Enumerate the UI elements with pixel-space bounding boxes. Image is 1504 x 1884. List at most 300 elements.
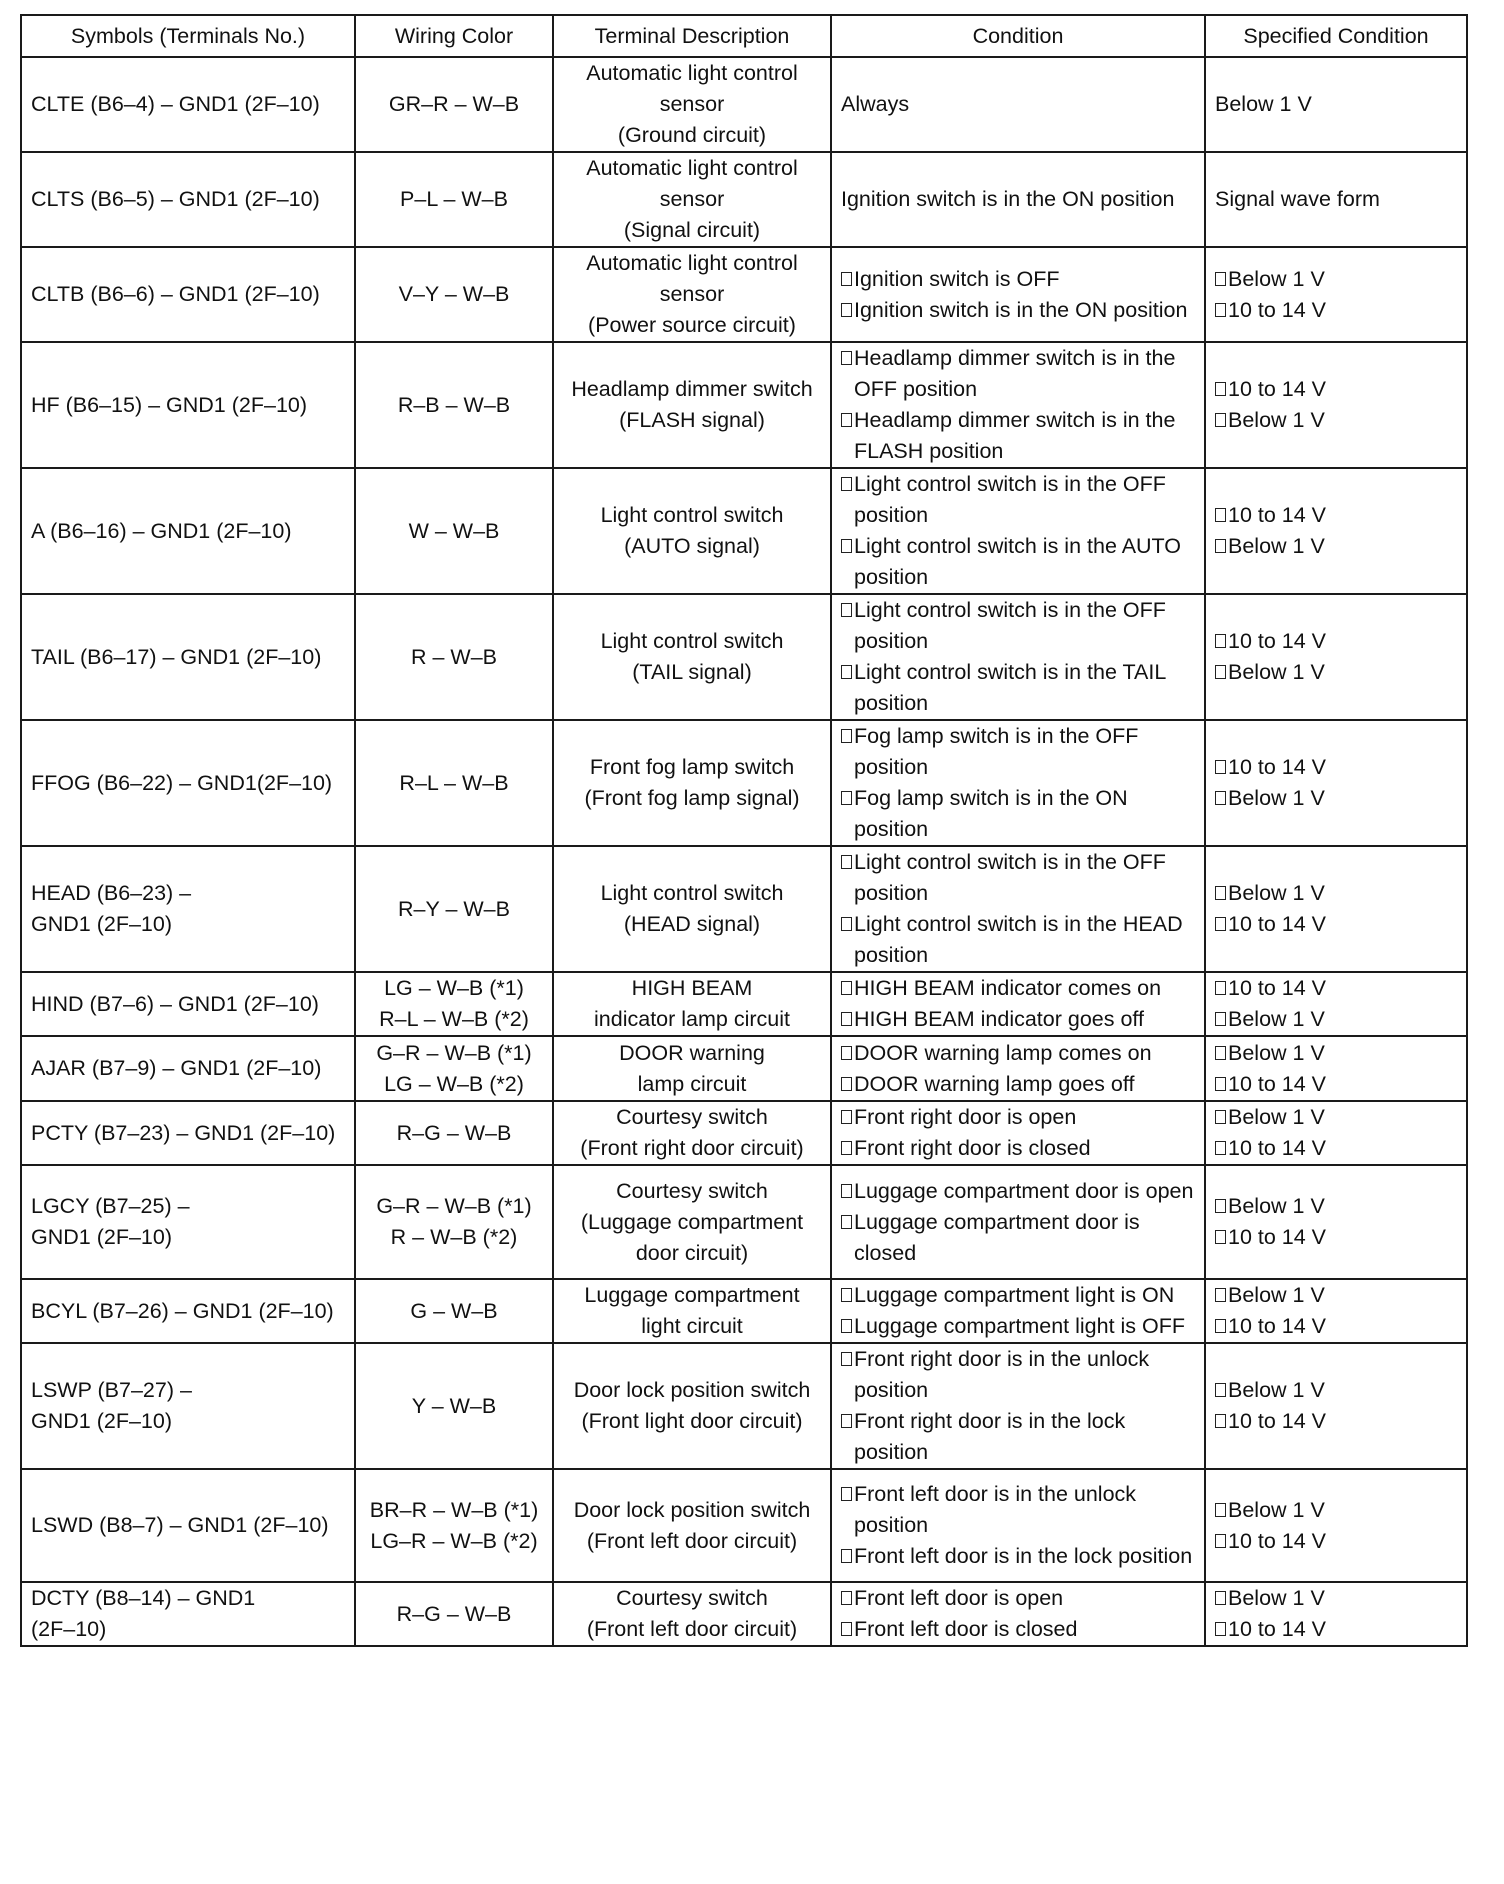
description-text: DOOR warning [619, 1040, 765, 1065]
condition-item-text: Fog lamp switch is in the OFF position [854, 724, 1139, 779]
specified-item [1215, 1583, 1457, 1614]
specified-condition-cell [1205, 152, 1467, 247]
wiring-text: R–B – W–B [397, 392, 511, 417]
checkbox-square-icon [841, 1110, 852, 1124]
terminal-description-cell [553, 57, 831, 152]
specified-item [1215, 1191, 1457, 1222]
description-text: (Power source circuit) [588, 313, 796, 337]
checkbox-square-icon [1215, 886, 1226, 900]
description-text: (AUTO signal) [624, 534, 760, 558]
checkbox-square-icon [841, 539, 852, 553]
condition-cell [831, 342, 1205, 468]
description-text: (Front left door circuit) [586, 1617, 798, 1641]
table-row [21, 1343, 1467, 1469]
description-text: Courtesy switch [616, 1586, 768, 1610]
terminal-description-cell [553, 846, 831, 972]
description-text: sensor [659, 92, 725, 116]
condition-cell [831, 720, 1205, 846]
specified-item-text: 10 to 14 V [1228, 629, 1327, 653]
condition-cell [831, 57, 1205, 152]
checkbox-square-icon [1215, 1230, 1226, 1244]
checkbox-square-icon [1215, 1288, 1226, 1302]
condition-item [841, 1541, 1195, 1572]
specified-item [1215, 1222, 1457, 1253]
wiring-color-cell [355, 594, 553, 720]
condition-item [841, 264, 1195, 295]
description-text: (Signal circuit) [623, 218, 761, 242]
wiring-text: Y – W–B [411, 1393, 497, 1418]
specified-item-text: 10 to 14 V [1228, 912, 1327, 936]
specified-item-text: 10 to 14 V [1228, 503, 1327, 527]
checkbox-square-icon [1215, 1141, 1226, 1155]
checkbox-square-icon [841, 1288, 852, 1302]
specified-condition-cell [1205, 1279, 1467, 1343]
symbol-text: HF (B6–15) – GND1 (2F–10) [31, 392, 308, 417]
table-row [21, 972, 1467, 1036]
table-row [21, 1582, 1467, 1646]
specified-item [1215, 264, 1457, 295]
checkbox-square-icon [841, 1012, 852, 1026]
checkbox-square-icon [1215, 508, 1226, 522]
terminal-description-cell [553, 1036, 831, 1101]
description-text: sensor [659, 282, 725, 306]
wiring-color-cell [355, 846, 553, 972]
checkbox-square-icon [1215, 1414, 1226, 1428]
terminal-description-cell [553, 1279, 831, 1343]
condition-item-text: DOOR warning lamp goes off [854, 1071, 1135, 1096]
specified-item [1215, 909, 1457, 940]
checkbox-square-icon [841, 917, 852, 931]
wiring-color-cell [355, 1343, 553, 1469]
specified-item-text: 10 to 14 V [1228, 1409, 1327, 1433]
condition-item [841, 783, 1195, 845]
condition-item-text: Light control switch is in the OFF position [854, 598, 1166, 653]
specified-condition-cell [1205, 468, 1467, 594]
checkbox-square-icon [1215, 917, 1226, 931]
condition-item [841, 343, 1195, 405]
checkbox-square-icon [1215, 1503, 1226, 1517]
condition-item-text: Light control switch is in the TAIL position [854, 660, 1166, 715]
specified-item-text: 10 to 14 V [1228, 297, 1327, 322]
specified-item [1215, 531, 1457, 562]
description-text: Light control switch [600, 503, 784, 527]
checkbox-square-icon [841, 1184, 852, 1198]
condition-item-text: Fog lamp switch is in the ON position [854, 786, 1128, 841]
condition-cell [831, 247, 1205, 342]
wiring-text: R – W–B (*2) [390, 1225, 518, 1249]
symbol-text: LSWD (B8–7) – GND1 (2F–10) [31, 1513, 329, 1537]
condition-item [841, 1038, 1195, 1069]
specified-item-text: 10 to 14 V [1228, 1528, 1327, 1553]
wiring-color-cell [355, 1036, 553, 1101]
checkbox-square-icon [1215, 382, 1226, 396]
checkbox-square-icon [841, 603, 852, 617]
checkbox-square-icon [841, 477, 852, 491]
table-row [21, 720, 1467, 846]
checkbox-square-icon [841, 855, 852, 869]
checkbox-square-icon [841, 1352, 852, 1366]
specified-item-text: Below 1 V [1228, 266, 1325, 291]
description-text: (HEAD signal) [623, 912, 761, 936]
wiring-text: R–L – W–B (*2) [379, 1007, 529, 1031]
condition-item [841, 1207, 1195, 1269]
condition-item [841, 595, 1195, 657]
specified-item-text: Below 1 V [1228, 1586, 1325, 1610]
symbols-cell [21, 468, 355, 594]
condition-item-text: Luggage compartment door is closed [854, 1209, 1140, 1265]
specified-item [1215, 1311, 1457, 1342]
terminal-description-cell [553, 247, 831, 342]
symbol-text: AJAR (B7–9) – GND1 (2F–10) [31, 1056, 322, 1080]
condition-item [841, 909, 1195, 971]
condition-item [841, 1344, 1195, 1406]
specified-item [1215, 295, 1457, 326]
specified-item-text: 10 to 14 V [1228, 1136, 1327, 1160]
symbols-cell [21, 1469, 355, 1582]
specified-item-text: Below 1 V [1228, 408, 1325, 432]
specified-item-text: 10 to 14 V [1228, 755, 1327, 779]
specified-condition-cell [1205, 846, 1467, 972]
condition-item-text: Front left door is in the lock position [854, 1544, 1193, 1568]
terminal-description-cell [553, 1101, 831, 1165]
wiring-text: LG – W–B (*1) [384, 976, 524, 1000]
symbols-cell [21, 1036, 355, 1101]
checkbox-square-icon [1215, 539, 1226, 553]
specified-item-text: 10 to 14 V [1228, 377, 1327, 401]
symbol-text: FFOG (B6–22) – GND1(2F–10) [31, 770, 333, 795]
condition-text: Always [841, 92, 910, 116]
checkbox-square-icon [1215, 665, 1226, 679]
wiring-color-cell [355, 972, 553, 1036]
checkbox-square-icon [841, 1622, 852, 1636]
specified-item-text: Below 1 V [1228, 1283, 1325, 1307]
description-text: Courtesy switch [616, 1105, 768, 1129]
specified-item-text: Below 1 V [1228, 1194, 1325, 1218]
description-text: Light control switch [600, 629, 784, 653]
condition-item-text: Light control switch is in the AUTO position [854, 534, 1182, 589]
condition-cell [831, 1343, 1205, 1469]
description-text: HIGH BEAM [631, 976, 753, 1000]
wiring-color-cell [355, 468, 553, 594]
specified-condition-cell [1205, 247, 1467, 342]
description-text: Automatic light control [586, 61, 798, 85]
condition-item-text: Ignition switch is in the ON position [854, 297, 1188, 322]
table-row [21, 594, 1467, 720]
table-row [21, 1279, 1467, 1343]
condition-cell [831, 846, 1205, 972]
condition-item-text: DOOR warning lamp comes on [854, 1040, 1152, 1065]
condition-item [841, 1406, 1195, 1468]
condition-item-text: Ignition switch is OFF [854, 266, 1060, 291]
table-row [21, 342, 1467, 468]
terminal-description-cell [553, 1469, 831, 1582]
symbol-text: GND1 (2F–10) [31, 1409, 172, 1433]
symbol-text: HEAD (B6–23) – [31, 881, 192, 905]
condition-item [841, 657, 1195, 719]
checkbox-square-icon [1215, 760, 1226, 774]
specified-item [1215, 626, 1457, 657]
wiring-text: R–L – W–B [399, 770, 509, 795]
specified-item-text: Below 1 V [1228, 881, 1325, 905]
header-wiring-color: Wiring Color [355, 15, 553, 57]
header-terminal-description: Terminal Description [553, 15, 831, 57]
condition-item [841, 1479, 1195, 1541]
terminal-description-cell [553, 972, 831, 1036]
specified-item [1215, 1614, 1457, 1645]
symbol-text: TAIL (B6–17) – GND1 (2F–10) [31, 644, 322, 669]
symbols-cell [21, 594, 355, 720]
condition-item-text: Luggage compartment light is OFF [854, 1314, 1186, 1338]
condition-item-text: HIGH BEAM indicator goes off [854, 1007, 1144, 1031]
checkbox-square-icon [841, 1215, 852, 1229]
spec-table-wrapper [20, 14, 1466, 1647]
symbol-text: BCYL (B7–26) – GND1 (2F–10) [31, 1298, 334, 1323]
checkbox-square-icon [841, 1414, 852, 1428]
wiring-color-cell [355, 152, 553, 247]
symbol-text: CLTB (B6–6) – GND1 (2F–10) [31, 282, 320, 306]
wiring-text: G–R – W–B (*1) [376, 1040, 532, 1065]
checkbox-square-icon [841, 1319, 852, 1333]
specified-item-text: Below 1 V [1228, 1040, 1325, 1065]
checkbox-square-icon [841, 1046, 852, 1060]
condition-item [841, 1069, 1195, 1100]
wiring-color-cell [355, 1582, 553, 1646]
specified-item [1215, 783, 1457, 814]
specified-item [1215, 878, 1457, 909]
specified-item-text: 10 to 14 V [1228, 976, 1327, 1000]
checkbox-square-icon [1215, 1077, 1226, 1091]
checkbox-square-icon [841, 1487, 852, 1501]
specified-item-text: Below 1 V [1228, 1105, 1325, 1129]
table-row [21, 1101, 1467, 1165]
specified-condition-cell [1205, 720, 1467, 846]
checkbox-square-icon [1215, 272, 1226, 286]
condition-item [841, 1583, 1195, 1614]
specified-item [1215, 1526, 1457, 1557]
checkbox-square-icon [841, 1549, 852, 1563]
description-text: (Front fog lamp signal) [584, 786, 800, 810]
condition-cell [831, 1101, 1205, 1165]
specified-condition-cell [1205, 342, 1467, 468]
specified-item-text: 10 to 14 V [1228, 1314, 1327, 1338]
symbols-cell [21, 720, 355, 846]
specified-item [1215, 657, 1457, 688]
symbol-text: HIND (B7–6) – GND1 (2F–10) [31, 991, 319, 1016]
condition-item-text: Luggage compartment door is open [854, 1178, 1194, 1203]
wiring-color-cell [355, 1469, 553, 1582]
checkbox-square-icon [1215, 1199, 1226, 1213]
description-text: sensor [659, 187, 725, 211]
specified-item [1215, 1280, 1457, 1311]
condition-item-text: Front right door is closed [854, 1136, 1091, 1160]
symbols-cell [21, 972, 355, 1036]
description-text: Automatic light control [586, 156, 798, 180]
symbol-text: CLTS (B6–5) – GND1 (2F–10) [31, 187, 320, 211]
symbol-text: LSWP (B7–27) – [31, 1378, 192, 1402]
description-text: Automatic light control [586, 251, 798, 275]
header-row [21, 15, 1467, 57]
condition-item [841, 1280, 1195, 1311]
checkbox-square-icon [841, 413, 852, 427]
table-row [21, 1165, 1467, 1279]
specified-condition-cell [1205, 594, 1467, 720]
checkbox-square-icon [841, 1591, 852, 1605]
condition-item-text: Front right door is in the lock position [854, 1409, 1126, 1464]
checkbox-square-icon [1215, 634, 1226, 648]
specified-condition-cell [1205, 1582, 1467, 1646]
wiring-text: R–G – W–B [396, 1601, 512, 1626]
specified-item [1215, 1375, 1457, 1406]
specified-item-text: Below 1 V [1228, 1378, 1325, 1402]
checkbox-square-icon [1215, 1012, 1226, 1026]
condition-item-text: Front left door is closed [854, 1617, 1078, 1641]
table-row [21, 152, 1467, 247]
condition-cell [831, 468, 1205, 594]
specified-condition-cell [1205, 1343, 1467, 1469]
condition-item-text: Light control switch is in the OFF position [854, 472, 1166, 527]
specified-item-text: 10 to 14 V [1228, 1225, 1327, 1249]
wiring-text: R–G – W–B [396, 1120, 512, 1145]
symbols-cell [21, 1343, 355, 1469]
wiring-text: BR–R – W–B (*1) [369, 1497, 539, 1522]
condition-text: Ignition switch is in the ON position [841, 187, 1175, 211]
specified-item [1215, 1004, 1457, 1035]
condition-cell [831, 1165, 1205, 1279]
condition-item-text: Headlamp dimmer switch is in the FLASH position [854, 408, 1176, 463]
description-text: light circuit [641, 1314, 743, 1338]
condition-item [841, 531, 1195, 593]
terminal-description-cell [553, 1165, 831, 1279]
condition-cell [831, 152, 1205, 247]
checkbox-square-icon [1215, 1383, 1226, 1397]
table-row [21, 468, 1467, 594]
checkbox-square-icon [841, 791, 852, 805]
terminal-description-cell [553, 342, 831, 468]
wiring-text: R – W–B [410, 644, 498, 669]
description-text: (Front light door circuit) [581, 1409, 803, 1433]
description-text: Luggage compartment [584, 1283, 800, 1307]
checkbox-square-icon [1215, 413, 1226, 427]
condition-item [841, 1102, 1195, 1133]
specified-item [1215, 1102, 1457, 1133]
table-row [21, 247, 1467, 342]
condition-item-text: Light control switch is in the HEAD position [854, 912, 1183, 967]
wiring-color-cell [355, 342, 553, 468]
wiring-text: G–R – W–B (*1) [376, 1194, 532, 1218]
description-text: (FLASH signal) [619, 408, 765, 432]
specified-item [1215, 374, 1457, 405]
checkbox-square-icon [1215, 1591, 1226, 1605]
checkbox-square-icon [1215, 1110, 1226, 1124]
table-body [21, 57, 1467, 1646]
wiring-color-cell [355, 1101, 553, 1165]
wiring-text: V–Y – W–B [398, 282, 510, 306]
condition-item-text: Front right door is open [854, 1105, 1077, 1129]
terminal-description-cell [553, 594, 831, 720]
condition-item-text: Front left door is in the unlock position [854, 1482, 1137, 1537]
symbols-cell [21, 247, 355, 342]
condition-item-text: HIGH BEAM indicator comes on [854, 976, 1162, 1000]
description-text: lamp circuit [637, 1071, 747, 1096]
description-text: Door lock position switch [573, 1497, 811, 1522]
specified-item-text: 10 to 14 V [1228, 1071, 1327, 1096]
symbol-text: GND1 (2F–10) [31, 912, 172, 936]
table-row [21, 1036, 1467, 1101]
description-text: (Front left door circuit) [586, 1528, 798, 1553]
table-row [21, 1469, 1467, 1582]
symbol-text: LGCY (B7–25) – [31, 1194, 190, 1218]
checkbox-square-icon [841, 303, 852, 317]
wiring-color-cell [355, 1279, 553, 1343]
description-text: (Front right door circuit) [580, 1136, 804, 1160]
checkbox-square-icon [841, 1141, 852, 1155]
description-text: Courtesy switch [616, 1178, 768, 1203]
specified-item-text: Below 1 V [1228, 534, 1325, 558]
description-text: (TAIL signal) [632, 660, 752, 684]
symbols-cell [21, 342, 355, 468]
specified-item [1215, 1069, 1457, 1100]
condition-item [841, 1004, 1195, 1035]
description-text: Headlamp dimmer switch [571, 377, 813, 401]
description-text: (Ground circuit) [617, 123, 767, 147]
header-symbols: Symbols (Terminals No.) [21, 15, 355, 57]
condition-item [841, 1133, 1195, 1164]
symbols-cell [21, 1279, 355, 1343]
condition-cell [831, 1582, 1205, 1646]
wiring-text: GR–R – W–B [388, 92, 520, 116]
specified-item-text: Below 1 V [1228, 786, 1325, 810]
terminal-description-cell [553, 720, 831, 846]
symbols-cell [21, 57, 355, 152]
symbols-cell [21, 1101, 355, 1165]
condition-item [841, 973, 1195, 1004]
header-condition: Condition [831, 15, 1205, 57]
condition-item-text: Headlamp dimmer switch is in the OFF position [854, 346, 1176, 401]
specified-item-text: Below 1 V [1228, 1007, 1325, 1031]
wiring-color-cell [355, 1165, 553, 1279]
symbol-text: GND1 (2F–10) [31, 1225, 172, 1249]
checkbox-square-icon [1215, 1319, 1226, 1333]
condition-item-text: Front left door is open [854, 1586, 1064, 1610]
symbols-cell [21, 1582, 355, 1646]
checkbox-square-icon [1215, 1534, 1226, 1548]
description-text: Front fog lamp switch [589, 755, 795, 779]
terminal-description-cell [553, 152, 831, 247]
checkbox-square-icon [841, 351, 852, 365]
checkbox-square-icon [841, 665, 852, 679]
specified-item [1215, 405, 1457, 436]
terminal-spec-table [20, 14, 1468, 1647]
specified-condition-cell [1205, 57, 1467, 152]
wiring-text: P–L – W–B [400, 187, 508, 211]
table-row [21, 846, 1467, 972]
terminal-description-cell [553, 468, 831, 594]
checkbox-square-icon [1215, 981, 1226, 995]
specified-item [1215, 1406, 1457, 1437]
terminal-description-cell [553, 1343, 831, 1469]
specified-item [1215, 1133, 1457, 1164]
wiring-text: LG–R – W–B (*2) [370, 1528, 538, 1553]
checkbox-square-icon [1215, 1622, 1226, 1636]
symbols-cell [21, 1165, 355, 1279]
specified-condition-cell [1205, 972, 1467, 1036]
condition-cell [831, 594, 1205, 720]
condition-item [841, 1176, 1195, 1207]
condition-cell [831, 972, 1205, 1036]
specified-text: Below 1 V [1215, 92, 1312, 116]
wiring-text: LG – W–B (*2) [384, 1071, 524, 1096]
specified-item-text: 10 to 14 V [1228, 1617, 1327, 1641]
